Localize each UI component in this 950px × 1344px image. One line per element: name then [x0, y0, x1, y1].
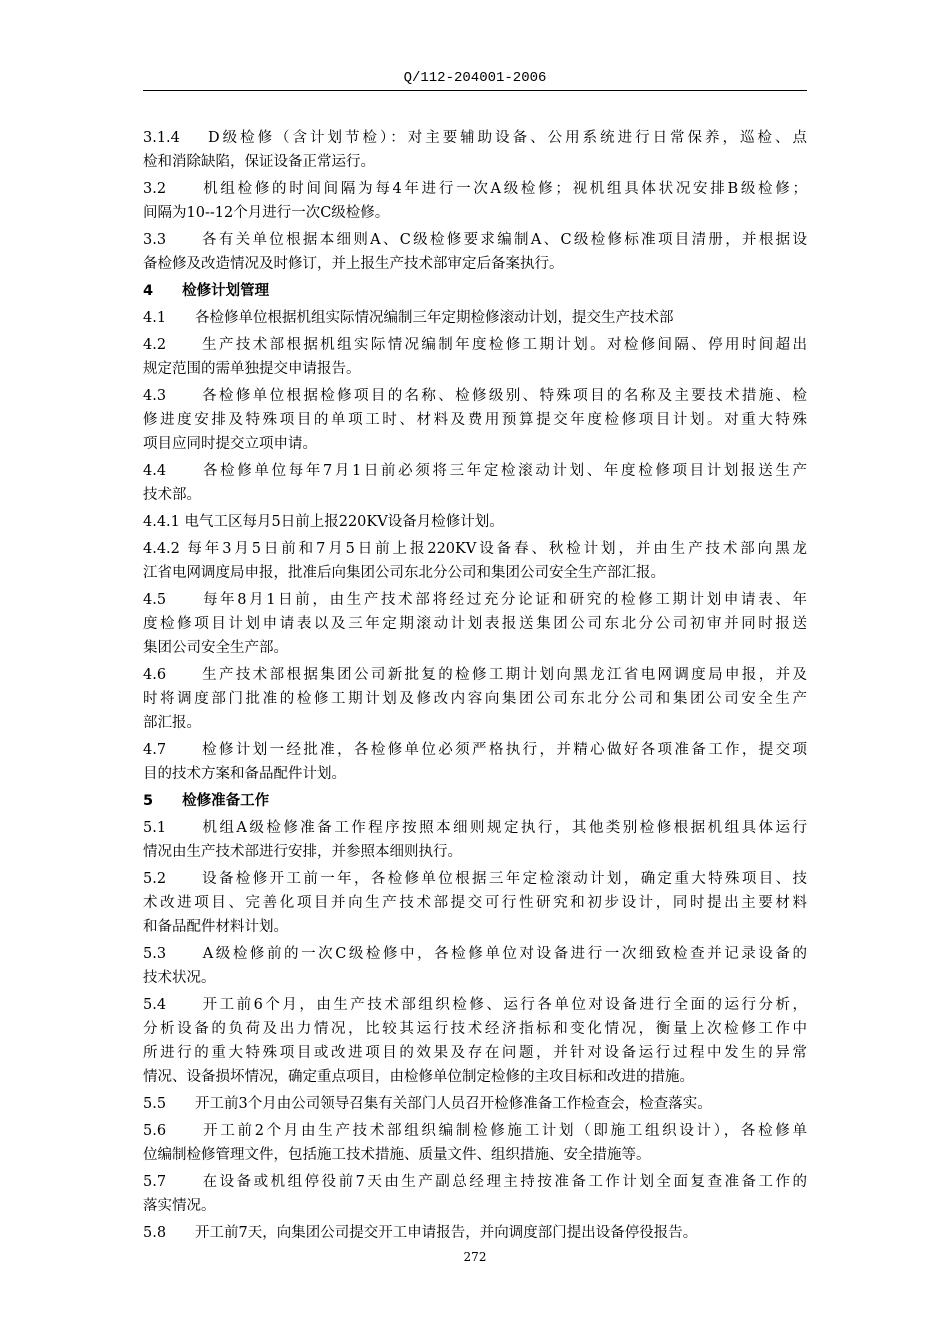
page-number: 272	[463, 1250, 487, 1264]
paragraph-line: 3.3 各有关单位根据本细则A、C级检修要求编制A、C级检修标准项目清册，并根据设	[143, 232, 807, 248]
paragraph-line: 5.8 开工前7天，向集团公司提交开工申请报告，并向调度部门提出设备停役报告。	[143, 1225, 698, 1241]
paragraph-line: 情况、设备损坏情况，确定重点项目，由检修单位制定检修的主攻目标和改进的措施。	[143, 1069, 694, 1085]
header-doc-code: Q/112-204001-2006	[403, 70, 547, 86]
paragraph-line: 集团公司安全生产部。	[143, 640, 288, 656]
paragraph-line: 5.2 设备检修开工前一年，各检修单位根据三年定检滚动计划，确定重大特殊项目、技	[143, 871, 807, 887]
paragraph-line: 目的技术方案和备品配件计划。	[143, 766, 346, 782]
paragraph-line: 术改进项目、完善化项目并向生产技术部提交可行性研究和初步设计，同时提出主要材料	[143, 895, 807, 911]
header-rule	[143, 90, 807, 91]
paragraph-line: 分析设备的负荷及出力情况，比较其运行技术经济指标和变化情况，衡量上次检修工作中	[143, 1021, 807, 1037]
paragraph-line: 5.4 开工前6个月，由生产技术部组织检修、运行各单位对设备进行全面的运行分析，	[143, 997, 807, 1013]
paragraph-line: 5.6 开工前2个月由生产技术部组织编制检修施工计划（即施工组织设计），各检修单	[143, 1123, 807, 1139]
section-heading: 4 检修计划管理	[143, 283, 270, 299]
paragraph-line: 5.1 机组A级检修准备工作程序按照本细则规定执行，其他类别检修根据机组具体运行	[143, 820, 807, 836]
paragraph-line: 5.7 在设备或机组停役前7天由生产副总经理主持按准备工作计划全面复查准备工作的	[143, 1174, 807, 1190]
paragraph-line: 时将调度部门批准的检修工期计划及修改内容向集团公司东北分公司和集团公司安全生产	[143, 691, 807, 707]
paragraph-line: 4.4 各检修单位每年7月1日前必须将三年定检滚动计划、年度检修项目计划报送生产	[143, 463, 807, 479]
paragraph-line: 4.5 每年8月1日前，由生产技术部将经过充分论证和研究的检修工期计划申请表、年	[143, 592, 807, 608]
paragraph-line: 3.1.4 D级检修（含计划节检）：对主要辅助设备、公用系统进行日常保养，巡检、点	[143, 130, 807, 146]
paragraph-line: 部汇报。	[143, 715, 201, 731]
paragraph-line: 落实情况。	[143, 1198, 216, 1214]
paragraph-line: 和备品配件材料计划。	[143, 919, 288, 935]
paragraph-line: 江省电网调度局申报，批准后向集团公司东北分公司和集团公司安全生产部汇报。	[143, 565, 665, 581]
paragraph-line: 间隔为10--12个月进行一次C级检修。	[143, 205, 390, 221]
paragraph-line: 技术部。	[143, 487, 201, 503]
paragraph-line: 技术状况。	[143, 970, 216, 986]
paragraph-line: 4.1 各检修单位根据机组实际情况编制三年定期检修滚动计划，提交生产技术部	[143, 310, 674, 326]
paragraph-line: 4.4.2 每年3月5日前和7月5日前上报220KV设备春、秋检计划，并由生产技术部向黑龙	[143, 541, 807, 557]
document-body	[143, 126, 807, 1245]
paragraph-line: 规定范围的需单独提交申请报告。	[143, 361, 361, 377]
paragraph-line: 4.6 生产技术部根据集团公司新批复的检修工期计划向黑龙江省电网调度局申报，并及	[143, 667, 807, 683]
paragraph-line: 5.3 A级检修前的一次C级检修中，各检修单位对设备进行一次细致检查并记录设备的	[143, 946, 807, 962]
paragraph-line: 4.3 各检修单位根据检修项目的名称、检修级别、特殊项目的名称及主要技术措施、检	[143, 388, 807, 404]
paragraph-line: 备检修及改造情况及时修订，并上报生产技术部审定后备案执行。	[143, 256, 564, 272]
paragraph-line: 所进行的重大特殊项目或改进项目的效果及存在问题，并针对设备运行过程中发生的异常	[143, 1045, 807, 1061]
paragraph-line: 度检修项目计划申请表以及三年定期滚动计划表报送集团公司东北分公司初审并同时报送	[143, 616, 807, 632]
paragraph-line: 情况由生产技术部进行安排，并参照本细则执行。	[143, 844, 462, 860]
paragraph-line: 5.5 开工前3个月由公司领导召集有关部门人员召开检修准备工作检查会，检查落实。	[143, 1096, 712, 1112]
section-heading: 5 检修准备工作	[143, 793, 270, 809]
paragraph-line: 项目应同时提交立项申请。	[143, 436, 317, 452]
paragraph-line: 4.2 生产技术部根据机组实际情况编制年度检修工期计划。对检修间隔、停用时间超出	[143, 337, 807, 353]
paragraph-line: 位编制检修管理文件，包括施工技术措施、质量文件、组织措施、安全措施等。	[143, 1147, 651, 1163]
paragraph-line: 3.2 机组检修的时间间隔为每4年进行一次A级检修；视机组具体状况安排B级检修；	[143, 181, 807, 197]
paragraph-line: 检和消除缺陷，保证设备正常运行。	[143, 154, 375, 170]
paragraph-line: 4.7 检修计划一经批准，各检修单位必须严格执行，并精心做好各项准备工作，提交项	[143, 742, 807, 758]
paragraph-line: 4.4.1 电气工区每月5日前上报220KV设备月检修计划。	[143, 514, 504, 530]
paragraph-line: 修进度安排及特殊项目的单项工时、材料及费用预算提交年度检修项目计划。对重大特殊	[143, 412, 807, 428]
